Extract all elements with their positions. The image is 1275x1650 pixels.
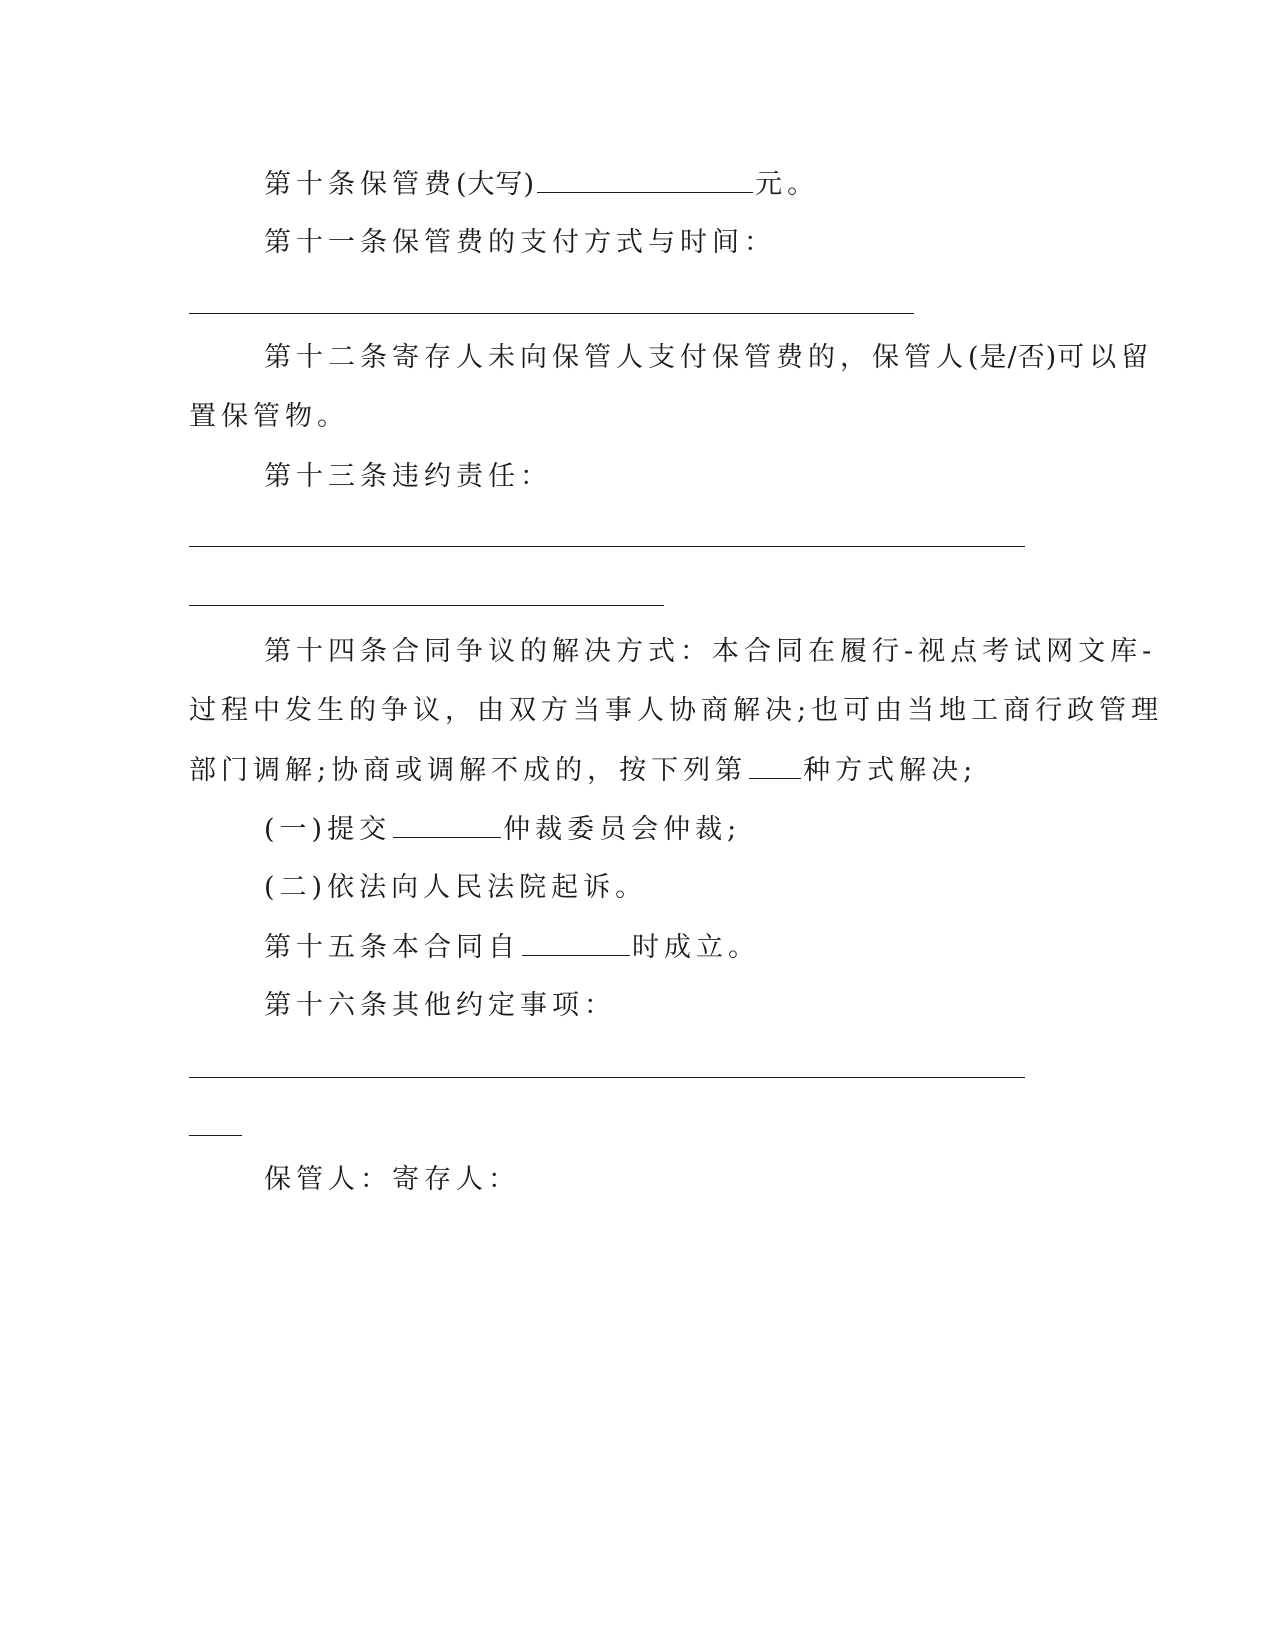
payment-method-blank[interactable] [189,313,914,314]
article-14-line-1: 第十四条合同争议的解决方式：本合同在履行-视点考试网文库- [264,636,1157,667]
fee-amount-blank[interactable] [537,166,753,193]
article-14-line-2: 过程中发生的争议，由双方当事人协商解决;也可由当地工商行政管理 [189,695,1164,726]
article-10-suffix: 元。 [755,169,820,200]
signature-line: 保管人：寄存人： [264,1164,520,1195]
liability-blank-line-1[interactable] [189,546,1025,547]
article-14-line-3 [189,752,977,789]
other-terms-blank-line-2[interactable] [189,1135,242,1136]
article-12-end: 可以留 [1057,342,1154,373]
article-13: 第十三条违约责任： [264,461,552,492]
article-15-suffix: 时成立。 [632,932,760,963]
article-14-line-3-start: 部门调解;协商或调解不成的，按下列第 [189,755,748,786]
article-12-text: 第十二条寄存人未向保管人支付保管费的，保管人 [264,342,968,373]
option-1-prefix: (一)提交 [264,814,392,845]
effective-date-blank[interactable] [522,929,630,956]
article-12-line-2: 置保管物。 [189,401,349,432]
resolution-option-blank[interactable] [749,752,801,779]
article-15 [264,929,760,966]
article-12-paren: (是/否) [968,342,1058,373]
article-14-line-3-end: 种方式解决; [803,755,978,786]
option-1 [264,811,741,848]
other-terms-blank-line-1[interactable] [189,1077,1025,1078]
liability-blank-line-2[interactable] [189,605,664,606]
article-12-line-1 [264,340,1153,376]
article-10 [264,166,819,203]
article-15-prefix: 第十五条本合同自 [264,932,520,963]
article-10-prefix: 第十条保管费 [264,169,456,200]
article-16: 第十六条其他约定事项： [264,990,616,1021]
option-2: (二)依法向人民法院起诉。 [264,872,648,903]
article-11: 第十一条保管费的支付方式与时间： [264,227,776,258]
option-1-suffix: 仲裁委员会仲裁; [503,814,742,845]
article-10-paren: (大写) [456,169,536,200]
arbitration-commission-blank[interactable] [393,811,501,838]
